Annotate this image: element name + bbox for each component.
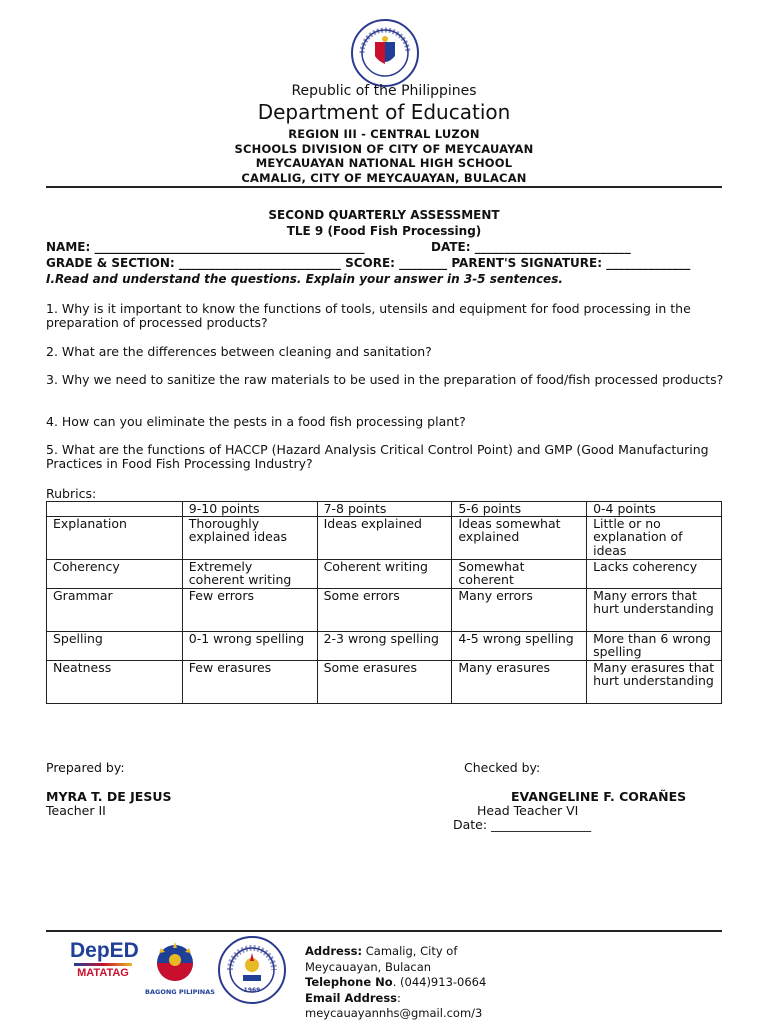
header-divider bbox=[46, 186, 722, 188]
email-value[interactable]: meycauayannhs@gmail.com/3 bbox=[305, 1006, 483, 1020]
address-label: Address: bbox=[305, 944, 363, 958]
table-header-cell: 0-4 points bbox=[587, 502, 722, 517]
address-line2: Meycauayan, Bulacan bbox=[305, 959, 432, 974]
deped-seal-logo bbox=[350, 18, 420, 88]
parent-signature-label: PARENT'S SIGNATURE: bbox=[451, 256, 603, 270]
deped-stripe bbox=[74, 963, 132, 966]
table-cell: 2-3 wrong spelling bbox=[317, 631, 452, 660]
question-2: 2. What are the differences between cleaning and sanitation? bbox=[46, 344, 432, 359]
prepared-by-label: Prepared by: bbox=[46, 760, 125, 775]
checked-by-title: Head Teacher VI bbox=[477, 803, 579, 818]
table-cell: Some errors bbox=[317, 588, 452, 631]
bagong-pilipinas-logo bbox=[145, 940, 215, 996]
footer-email-row bbox=[305, 991, 525, 1007]
school-line: MEYCAUAYAN NATIONAL HIGH SCHOOL bbox=[255, 156, 513, 170]
footer-divider bbox=[46, 930, 722, 932]
republic-line: Republic of the Philippines bbox=[291, 83, 477, 99]
table-cell: Many erasures bbox=[452, 660, 587, 703]
rubrics-header-row bbox=[47, 502, 722, 517]
table-header-cell: 7-8 points bbox=[317, 502, 452, 517]
table-cell: Explanation bbox=[47, 516, 183, 559]
question-5: 5. What are the functions of HACCP (Hazard Analysis Critical Control Point) and GMP (Good Manufacturing Practices in Food Fish Processing Industry? bbox=[46, 442, 709, 471]
table-cell: Thoroughly explained ideas bbox=[182, 516, 317, 559]
rubrics-label: Rubrics: bbox=[46, 486, 97, 501]
table-cell: Lacks coherency bbox=[587, 559, 722, 588]
table-cell: Little or no explanation of ideas bbox=[587, 516, 722, 559]
table-cell: Coherency bbox=[47, 559, 183, 588]
footer-phone-row bbox=[305, 975, 525, 991]
address-line1: Camalig, City of bbox=[362, 944, 458, 958]
name-field-row bbox=[46, 240, 364, 254]
table-row bbox=[47, 631, 722, 660]
question-3: 3. Why we need to sanitize the raw materials to be used in the preparation of food/fish processed products? bbox=[46, 372, 724, 387]
prepared-by-title: Teacher II bbox=[46, 803, 106, 818]
deped-wordmark: DepED bbox=[70, 939, 139, 962]
matatag-wordmark: MATATAG bbox=[77, 967, 129, 979]
table-cell: 0-1 wrong spelling bbox=[182, 631, 317, 660]
table-cell: Grammar bbox=[47, 588, 183, 631]
grade-field-row bbox=[46, 256, 690, 270]
checked-by-label: Checked by: bbox=[464, 760, 541, 775]
email-colon: : bbox=[397, 990, 401, 1005]
table-row bbox=[47, 588, 722, 631]
bagong-pilipinas-wordmark: BAGONG PILIPINAS bbox=[145, 988, 215, 996]
department-title: Department of Education bbox=[257, 100, 511, 124]
grade-section-label: GRADE & SECTION: bbox=[46, 256, 175, 270]
date-label: DATE: bbox=[431, 240, 471, 254]
table-cell: Many erasures that hurt understanding bbox=[587, 660, 722, 703]
date-field-row bbox=[431, 240, 631, 254]
question-4: 4. How can you eliminate the pests in a food fish processing plant? bbox=[46, 414, 466, 429]
phone-label: Telephone No bbox=[305, 975, 393, 989]
name-blank[interactable]: _____________________________________________ bbox=[94, 240, 365, 254]
assessment-title: SECOND QUARTERLY ASSESSMENT bbox=[268, 208, 500, 222]
date-blank[interactable]: __________________________ bbox=[474, 240, 631, 254]
table-row bbox=[47, 660, 722, 703]
deped-matatag-logo bbox=[70, 939, 139, 996]
region-line: REGION III - CENTRAL LUZON bbox=[288, 127, 480, 141]
table-header-cell: 5-6 points bbox=[452, 502, 587, 517]
school-seal-year: 1969 bbox=[243, 987, 261, 994]
bagong-pilipinas-emblem-icon bbox=[145, 940, 205, 984]
table-cell: Neatness bbox=[47, 660, 183, 703]
checked-date-label: Date: bbox=[453, 817, 488, 832]
table-row bbox=[47, 516, 722, 559]
table-cell: Spelling bbox=[47, 631, 183, 660]
checked-date-row bbox=[453, 817, 591, 832]
table-header-cell: 9-10 points bbox=[182, 502, 317, 517]
table-cell: Ideas explained bbox=[317, 516, 452, 559]
footer-contact bbox=[305, 944, 525, 1022]
checked-by-name: EVANGELINE F. CORAÑES bbox=[511, 789, 687, 804]
score-label: SCORE: bbox=[345, 256, 395, 270]
school-address-line: CAMALIG, CITY OF MEYCAUAYAN, BULACAN bbox=[241, 171, 527, 185]
parent-signature-blank[interactable]: ______________ bbox=[606, 256, 691, 270]
instruction: I.Read and understand the questions. Explain your answer in 3-5 sentences. bbox=[46, 272, 563, 286]
score-blank[interactable]: ________ bbox=[399, 256, 448, 270]
table-cell: Many errors bbox=[452, 588, 587, 631]
table-cell: 4-5 wrong spelling bbox=[452, 631, 587, 660]
assessment-subject: TLE 9 (Food Fish Processing) bbox=[286, 224, 482, 238]
email-label: Email Address bbox=[305, 990, 398, 1005]
table-cell: More than 6 wrong spelling bbox=[587, 631, 722, 660]
table-cell: Ideas somewhat explained bbox=[452, 516, 587, 559]
table-cell: Few erasures bbox=[182, 660, 317, 703]
checked-date-blank[interactable]: ________________ bbox=[491, 817, 592, 832]
division-line: SCHOOLS DIVISION OF CITY OF MEYCAUAYAN bbox=[234, 142, 534, 156]
name-label: NAME: bbox=[46, 240, 91, 254]
table-row bbox=[47, 559, 722, 588]
table-cell: Coherent writing bbox=[317, 559, 452, 588]
table-cell: Many errors that hurt understanding bbox=[587, 588, 722, 631]
table-cell: Extremely coherent writing bbox=[182, 559, 317, 588]
rubrics-table bbox=[46, 501, 722, 704]
school-seal-logo bbox=[217, 935, 287, 1005]
table-header-cell bbox=[47, 502, 183, 517]
table-cell: Few errors bbox=[182, 588, 317, 631]
table-cell: Somewhat coherent bbox=[452, 559, 587, 588]
footer-address-row bbox=[305, 944, 525, 960]
phone-value: . (044)913-0664 bbox=[392, 975, 487, 989]
table-cell: Some erasures bbox=[317, 660, 452, 703]
grade-section-blank[interactable]: ___________________________ bbox=[178, 256, 341, 270]
prepared-by-name: MYRA T. DE JESUS bbox=[46, 789, 172, 804]
question-1: 1. Why is it important to know the functions of tools, utensils and equipment for food processing in the preparation of processed products? bbox=[46, 301, 691, 330]
